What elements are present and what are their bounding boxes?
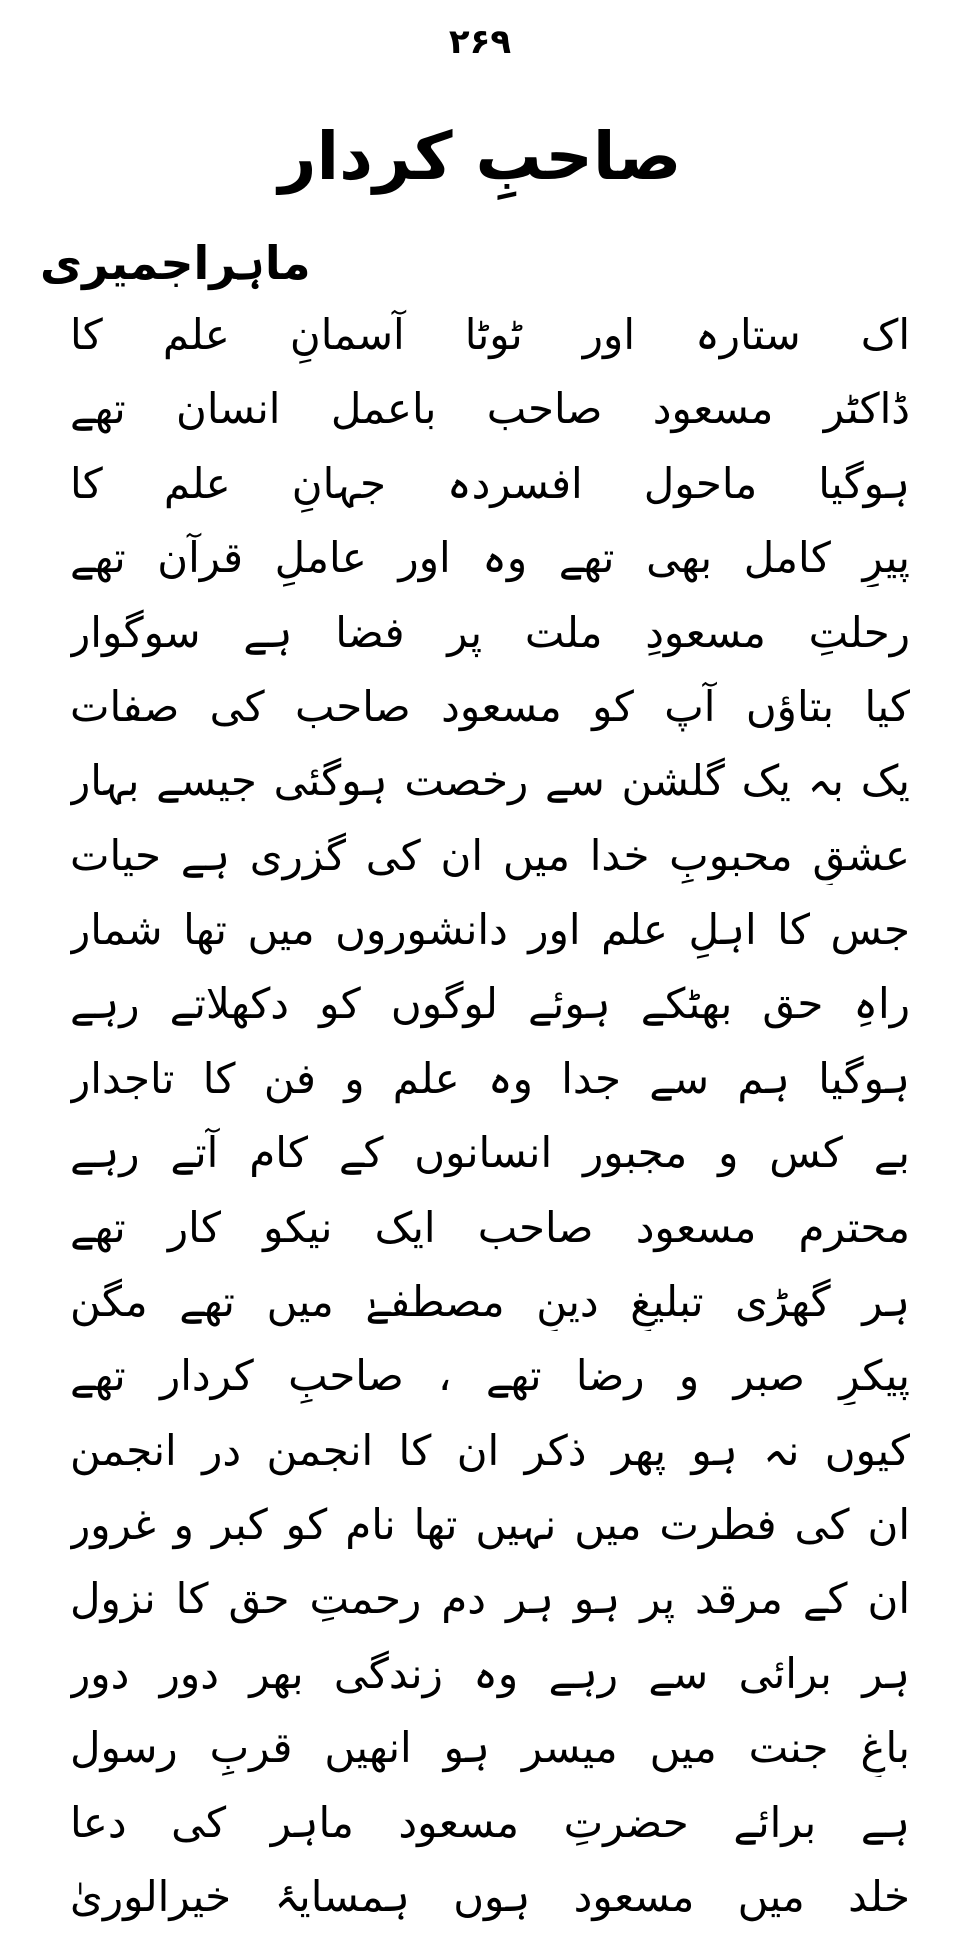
verse-line: پیکرِ صبر و رضا تھے ، صاحبِ کردار تھے <box>70 1351 910 1401</box>
page-number: ۲۶۹ <box>448 22 512 62</box>
verse-line: پیرِ کامل بھی تھے وہ اور عاملِ قرآن تھے <box>70 533 910 583</box>
verse-line: بے کس و مجبور انسانوں کے کام آتے رہے <box>70 1128 910 1178</box>
verse-line: ان کے مرقد پر ہو ہر دم رحمتِ حق کا نزول <box>70 1574 910 1624</box>
poem-title: صاحبِ کردار <box>278 118 682 195</box>
verse-line: کیا بتاؤں آپ کو مسعود صاحب کی صفات <box>70 681 910 731</box>
verse-line: جس کا اہلِ علم اور دانشوروں میں تھا شمار <box>70 905 910 954</box>
verse-line: عشقِ محبوبِ خدا میں ان کی گزری ہے حیات <box>70 830 910 880</box>
poem-body <box>70 306 910 1926</box>
verse-line: رحلتِ مسعودِ ملت پر فضا ہے سوگوار <box>70 607 910 657</box>
verse-line: ہر گھڑی تبلیغِ دینِ مصطفےٰ میں تھے مگن <box>70 1276 910 1326</box>
verse-line: ان کی فطرت میں نہیں تھا نام کو کبر و غرور <box>70 1500 910 1549</box>
poet-name: ماہراجمیری <box>40 236 311 290</box>
verse-line: باغِ جنت میں میسر ہو انھیں قربِ رسول <box>70 1723 910 1773</box>
verse-line: راہِ حق بھٹکے ہوئے لوگوں کو دکھلاتے رہے <box>70 979 910 1029</box>
verse-line: خلد میں مسعود ہوں ہمسایۂ خیرالوریٰ <box>70 1871 910 1921</box>
verse-line: ہے برائے حضرتِ مسعود ماہر کی دعا <box>70 1797 910 1847</box>
verse-line: ہر برائی سے رہے وہ زندگی بھر دور دور <box>70 1648 910 1698</box>
verse-line: ہوگیا ماحول افسردہ جہانِ علم کا <box>70 458 910 508</box>
verse-line: ہوگیا ہم سے جدا وہ علم و فن کا تاجدار <box>70 1053 910 1103</box>
verse-line: ڈاکٹر مسعود صاحب باعمل انسان تھے <box>70 384 910 434</box>
verse-line: کیوں نہ ہو پھر ذکر ان کا انجمن در انجمن <box>70 1425 910 1475</box>
verse-line: محترم مسعود صاحب ایک نیکو کار تھے <box>70 1202 910 1252</box>
verse-line: یک بہ یک گلشن سے رخصت ہوگئی جیسے بہار <box>70 756 910 806</box>
verse-line: اک ستارہ اور ٹوٹا آسمانِ علم کا <box>70 310 910 359</box>
